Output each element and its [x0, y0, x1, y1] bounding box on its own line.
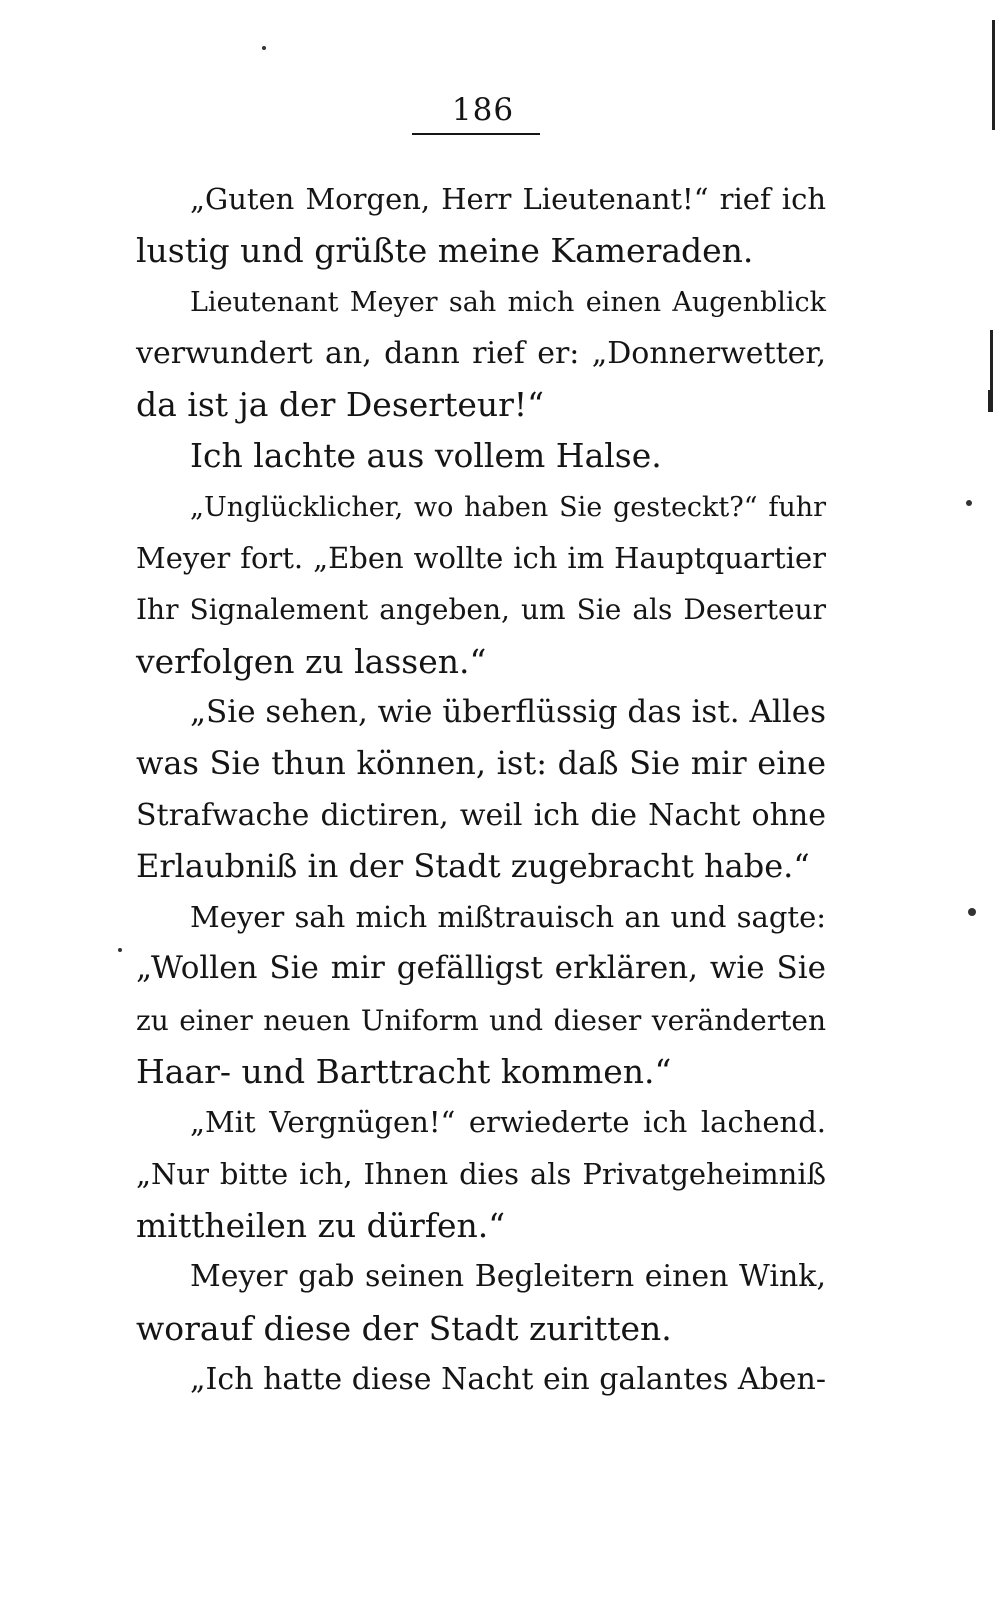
text-line: Meyer fort. „Eben wollte ich im Hauptquartier	[136, 541, 826, 576]
scan-speck	[118, 948, 122, 952]
text-line: „Wollen Sie mir gefälligst erklären, wie Sie	[136, 950, 826, 987]
text-line: Strafwache dictiren, weil ich die Nacht ohne	[136, 797, 826, 833]
text-line: lustig und grüßte meine Kameraden.	[136, 231, 754, 271]
text-line: „Nur bitte ich, Ihnen dies als Privatgeheimniß	[136, 1156, 826, 1191]
text-line: verfolgen zu lassen.“	[136, 641, 487, 681]
text-line: verwundert an, dann rief er: „Donnerwetter,	[136, 335, 826, 371]
text-line: „Sie sehen, wie überflüssig das ist. Alles	[190, 693, 826, 730]
body-text	[136, 174, 826, 1405]
text-line: „Ich hatte diese Nacht ein galantes Aben-	[190, 1361, 826, 1397]
scan-edge-marks	[982, 0, 1000, 1604]
text-line: zu einer neuen Uniform und dieser veränderten	[136, 1003, 826, 1037]
text-line: worauf diese der Stadt zuritten.	[136, 1308, 672, 1348]
text-line: mittheilen zu dürfen.“	[136, 1205, 506, 1245]
text-line: Meyer sah mich mißtrauisch an und sagte:	[190, 900, 826, 935]
text-line: Erlaubniß in der Stadt zugebracht habe.“	[136, 846, 810, 885]
text-line: Lieutenant Meyer sah mich einen Augenblick	[190, 286, 826, 318]
page-number: 186	[451, 92, 515, 128]
text-line: „Unglücklicher, wo haben Sie gesteckt?“ fuhr	[190, 491, 826, 523]
text-line: was Sie thun können, ist: daß Sie mir eine	[136, 744, 826, 783]
text-line: Ihr Signalement angeben, um Sie als Deserteur	[136, 593, 826, 627]
scan-speck	[966, 500, 972, 506]
scan-speck	[968, 908, 976, 916]
text-line: Haar- und Barttracht kommen.“	[136, 1052, 672, 1092]
page-number-rule	[412, 133, 540, 135]
text-line: „Guten Morgen, Herr Lieutenant!“ rief ich	[190, 182, 826, 216]
text-line: Ich lachte aus vollem Halse.	[190, 436, 662, 476]
scan-speck	[262, 46, 266, 50]
text-line: Meyer gab seinen Begleitern einen Wink,	[190, 1259, 826, 1295]
text-line: „Mit Vergnügen!“ erwiederte ich lachend.	[190, 1105, 826, 1140]
text-line: da ist ja der Deserteur!“	[136, 385, 545, 425]
